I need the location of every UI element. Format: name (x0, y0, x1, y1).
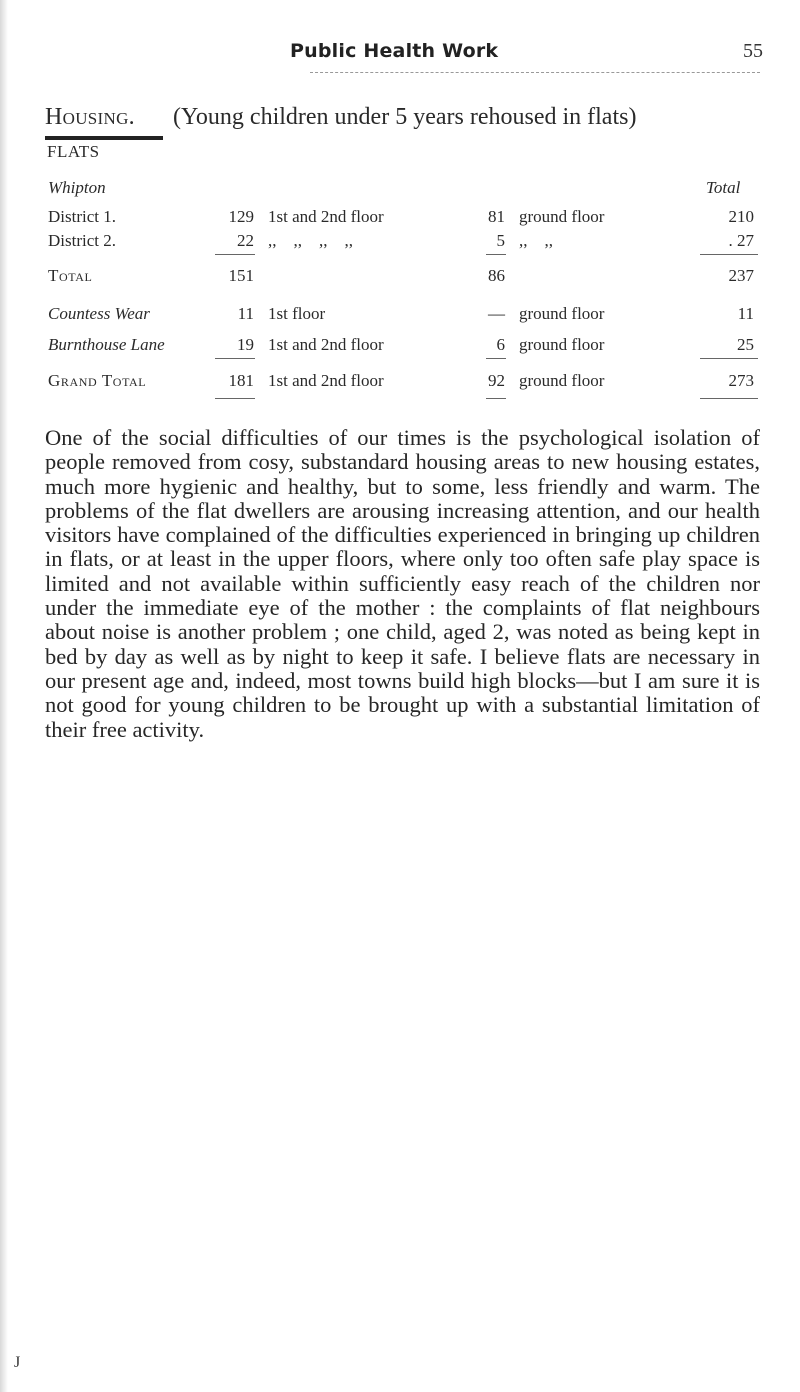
grand-total-rule (486, 358, 506, 359)
row-total: 210 (728, 207, 754, 226)
subtotal-rule (700, 254, 758, 255)
row-label: Total (48, 266, 93, 285)
upper-floor-desc: 1st and 2nd floor (268, 207, 384, 226)
upper-floor-count: 151 (228, 266, 254, 285)
running-title: Public Health Work (290, 40, 499, 62)
row-total: . 27 (728, 231, 754, 250)
upper-floor-count: 181 (228, 371, 254, 390)
page-edge (0, 0, 8, 1392)
row-label: District 2. (48, 231, 116, 250)
upper-floor-count: 22 (237, 231, 254, 250)
ground-floor-count: 5 (496, 231, 505, 250)
header-rule (310, 72, 760, 73)
subtotal-rule (486, 254, 506, 255)
upper-floor-count: 129 (228, 207, 254, 226)
ground-floor-desc: ground floor (519, 335, 605, 354)
upper-floor-desc: 1st and 2nd floor (268, 371, 384, 390)
upper-floor-ditto: ,, ,, ,, ,, (268, 231, 353, 250)
ground-floor-count: 92 (488, 371, 505, 390)
row-label: District 1. (48, 207, 116, 226)
upper-floor-count: 19 (237, 335, 254, 354)
estate-label-whipton: Whipton (48, 178, 106, 197)
row-label: Grand Total (48, 371, 147, 390)
ground-floor-desc: ground floor (519, 371, 605, 390)
group-label: FLATS (47, 142, 100, 161)
upper-floor-desc: 1st floor (268, 304, 326, 323)
ground-floor-desc: ground floor (519, 207, 605, 226)
row-total: 273 (728, 371, 754, 390)
ground-floor-ditto: ,, ,, (519, 231, 553, 250)
row-label: Countess Wear (48, 304, 150, 323)
grand-total-rule (700, 358, 758, 359)
ground-floor-count: 86 (488, 266, 505, 285)
row-total: 11 (737, 304, 754, 323)
closing-rule (486, 398, 506, 399)
page-number: 55 (743, 40, 763, 62)
upper-floor-desc: 1st and 2nd floor (268, 335, 384, 354)
ground-floor-count: 81 (488, 207, 505, 226)
section-heading-underline (45, 136, 163, 140)
section-heading-text: Housing. (45, 104, 135, 130)
margin-signature-mark: J (14, 1354, 21, 1371)
subtotal-rule (215, 254, 255, 255)
total-column-header: Total (706, 178, 741, 197)
body-paragraph: One of the social difficulties of our times is the psychological isolation of people removed from cosy, substandard housing areas to new housing estates, much more hygienic and healthy, but to some, less friendly and warm. The problems of the flat dwellers are arousing increasing attention, and our health visitors have complained of the difficulties experienced in bringing up children in flats, or at least in the upper floors, where only too often safe play space is limited and not available within sufficiently easy reach of the children nor under the immediate eye of the mother : the complaints of flat neighbours about noise is another problem ; one child, aged 2, was noted as being kept in bed by day as well as by night to keep it safe. I believe flats are necessary in our present age and, indeed, most towns build high blocks—but I am sure it is not good for young children to be brought up with a substantial limitation of their free activity. (45, 425, 760, 742)
upper-floor-count: 11 (237, 304, 254, 323)
closing-rule (215, 398, 255, 399)
ground-floor-desc: ground floor (519, 304, 605, 323)
row-label: Burnthouse Lane (48, 335, 165, 354)
grand-total-rule (215, 358, 255, 359)
ground-floor-count: — (488, 304, 505, 323)
section-heading (45, 104, 135, 131)
ground-floor-count: 6 (496, 335, 505, 354)
closing-rule (700, 398, 758, 399)
row-total: 25 (737, 335, 754, 354)
row-total: 237 (728, 266, 754, 285)
section-subheading: (Young children under 5 years rehoused in flats) (173, 104, 637, 130)
